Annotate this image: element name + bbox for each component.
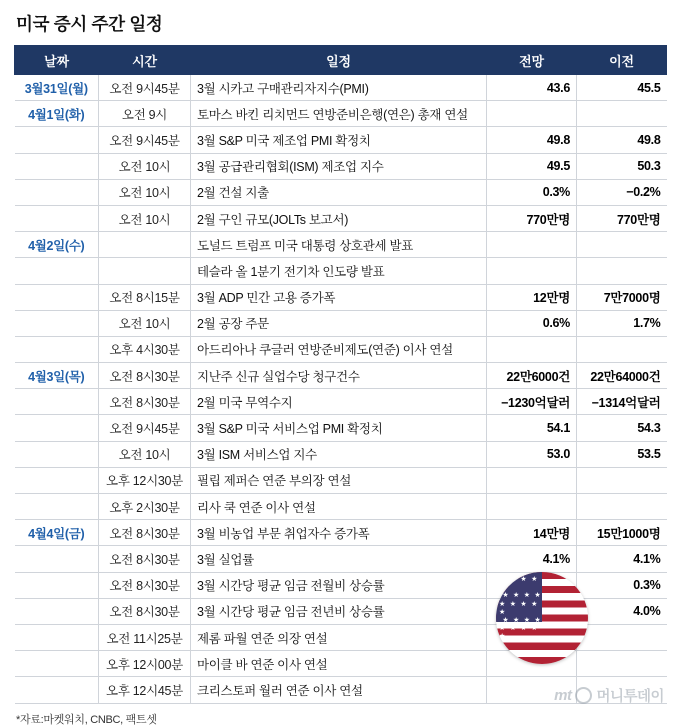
watermark-brand-text: 머니투데이 [596, 689, 664, 705]
cell-date [15, 494, 99, 520]
cell-time: 오전 8시30분 [99, 572, 191, 598]
cell-time: 오전 9시45분 [99, 415, 191, 441]
cell-event: 필립 제퍼슨 연준 부의장 연설 [191, 467, 487, 493]
cell-time: 오전 9시45분 [99, 75, 191, 101]
cell-event: 도널드 트럼프 미국 대통령 상호관세 발표 [191, 232, 487, 258]
cell-date [15, 389, 99, 415]
cell-event: 2월 건설 지출 [191, 179, 487, 205]
table-row [15, 310, 667, 336]
cell-previous: 15만1000명 [577, 520, 667, 546]
table-row [15, 127, 667, 153]
watermark-mt-logo: mt [554, 687, 572, 704]
cell-time: 오전 10시 [99, 205, 191, 231]
table-row [15, 101, 667, 127]
cell-forecast [487, 467, 577, 493]
cell-time [99, 258, 191, 284]
column-header-previous: 이전 [577, 46, 667, 75]
cell-forecast: 53.0 [487, 441, 577, 467]
cell-date [15, 441, 99, 467]
table-row [15, 520, 667, 546]
cell-forecast: 0.3% [487, 179, 577, 205]
source-note: *자료:마켓워치, CNBC, 팩트셋 [16, 713, 157, 726]
cell-event: 3월 실업률 [191, 546, 487, 572]
cell-previous [577, 101, 667, 127]
cell-time: 오후 12시30분 [99, 467, 191, 493]
table-row [15, 389, 667, 415]
cell-date [15, 598, 99, 624]
column-header-event: 일정 [191, 46, 487, 75]
cell-event: 3월 시간당 평균 임금 전월비 상승률 [191, 572, 487, 598]
cell-event: 2월 공장 주문 [191, 310, 487, 336]
cell-forecast [487, 101, 577, 127]
cell-date: 4월4일(금) [15, 520, 99, 546]
table-row [15, 179, 667, 205]
cell-event: 3월 ISM 서비스업 지수 [191, 441, 487, 467]
cell-forecast [487, 232, 577, 258]
cell-event: 3월 ADP 민간 고용 증가폭 [191, 284, 487, 310]
cell-forecast: 49.8 [487, 127, 577, 153]
cell-time: 오전 11시25분 [99, 624, 191, 650]
cell-forecast: 0.6% [487, 310, 577, 336]
cell-forecast [487, 336, 577, 362]
cell-date [15, 651, 99, 677]
table-row [15, 258, 667, 284]
table-row [15, 467, 667, 493]
cell-previous: −0.2% [577, 179, 667, 205]
cell-time: 오후 4시30분 [99, 336, 191, 362]
cell-forecast: −1230억달러 [487, 389, 577, 415]
cell-previous: −1314억달러 [577, 389, 667, 415]
cell-time: 오전 8시30분 [99, 520, 191, 546]
cell-time: 오전 10시 [99, 179, 191, 205]
cell-forecast: 4.1% [487, 546, 577, 572]
cell-date [15, 127, 99, 153]
cell-previous: 54.3 [577, 415, 667, 441]
cell-event: 3월 시간당 평균 임금 전년비 상승률 [191, 598, 487, 624]
table-row [15, 441, 667, 467]
cell-date [15, 677, 99, 703]
cell-previous [577, 651, 667, 677]
cell-time: 오후 12시45분 [99, 677, 191, 703]
table-row [15, 494, 667, 520]
cell-previous [577, 494, 667, 520]
cell-time: 오전 10시 [99, 153, 191, 179]
cell-forecast: 49.5 [487, 153, 577, 179]
cell-event: 3월 시카고 구매관리자지수(PMI) [191, 75, 487, 101]
cell-forecast: 14만명 [487, 520, 577, 546]
cell-event: 3월 S&P 미국 서비스업 PMI 확정치 [191, 415, 487, 441]
cell-date [15, 258, 99, 284]
cell-forecast [487, 494, 577, 520]
cell-event: 3월 비농업 부문 취업자수 증가폭 [191, 520, 487, 546]
table-row [15, 284, 667, 310]
cell-previous: 4.1% [577, 546, 667, 572]
watermark-ring-icon [575, 687, 592, 704]
cell-event: 아드리아나 쿠글러 연방준비제도(연준) 이사 연설 [191, 336, 487, 362]
cell-time [99, 232, 191, 258]
table-row [15, 232, 667, 258]
table-row [15, 336, 667, 362]
cell-time: 오전 8시30분 [99, 363, 191, 389]
table-header [15, 46, 667, 75]
flag-stars: ★ ★ ★ ★ ★ ★ ★ ★ ★ ★ ★ ★ ★ ★ ★ ★ ★ ★ ★ ★ ★ ★ ★ [499, 575, 542, 641]
cell-forecast [487, 258, 577, 284]
cell-date [15, 415, 99, 441]
cell-event: 3월 공급관리협회(ISM) 제조업 지수 [191, 153, 487, 179]
cell-time: 오전 8시30분 [99, 546, 191, 572]
cell-previous: 22만64000건 [577, 363, 667, 389]
cell-date [15, 336, 99, 362]
cell-event: 2월 구인 규모(JOLTs 보고서) [191, 205, 487, 231]
table-row [15, 546, 667, 572]
column-header-forecast: 전망 [487, 46, 577, 75]
cell-forecast: 22만6000건 [487, 363, 577, 389]
column-header-time: 시간 [99, 46, 191, 75]
cell-date [15, 546, 99, 572]
cell-event: 마이클 바 연준 이사 연설 [191, 651, 487, 677]
cell-time: 오전 8시30분 [99, 598, 191, 624]
cell-previous: 53.5 [577, 441, 667, 467]
cell-date [15, 153, 99, 179]
cell-previous: 770만명 [577, 205, 667, 231]
cell-event: 크리스토퍼 월러 연준 이사 연설 [191, 677, 487, 703]
cell-date [15, 205, 99, 231]
table-row [15, 153, 667, 179]
cell-date: 4월3일(목) [15, 363, 99, 389]
cell-time: 오전 10시 [99, 441, 191, 467]
cell-previous: 7만7000명 [577, 284, 667, 310]
cell-date [15, 624, 99, 650]
cell-forecast: 12만명 [487, 284, 577, 310]
cell-event: 토마스 바킨 리치먼드 연방준비은행(연은) 총재 연설 [191, 101, 487, 127]
table-row [15, 363, 667, 389]
cell-date [15, 310, 99, 336]
cell-time: 오후 12시00분 [99, 651, 191, 677]
table-row [15, 415, 667, 441]
cell-time: 오전 10시 [99, 310, 191, 336]
column-header-date: 날짜 [15, 46, 99, 75]
cell-event: 테슬라 올 1분기 전기차 인도량 발표 [191, 258, 487, 284]
cell-forecast: 770만명 [487, 205, 577, 231]
cell-date [15, 284, 99, 310]
usa-flag-icon [496, 572, 588, 664]
cell-event: 2월 미국 무역수지 [191, 389, 487, 415]
watermark [554, 685, 664, 706]
cell-time: 오전 8시30분 [99, 389, 191, 415]
cell-event: 3월 S&P 미국 제조업 PMI 확정치 [191, 127, 487, 153]
cell-previous [577, 467, 667, 493]
cell-previous [577, 232, 667, 258]
cell-previous: 49.8 [577, 127, 667, 153]
cell-previous: 45.5 [577, 75, 667, 101]
cell-forecast: 43.6 [487, 75, 577, 101]
cell-event: 지난주 신규 실업수당 청구건수 [191, 363, 487, 389]
cell-previous [577, 624, 667, 650]
cell-previous: 1.7% [577, 310, 667, 336]
cell-date [15, 572, 99, 598]
cell-previous [577, 258, 667, 284]
cell-date [15, 467, 99, 493]
table-header-row [15, 46, 667, 75]
cell-previous: 0.3% [577, 572, 667, 598]
cell-event: 제롬 파월 연준 의장 연설 [191, 624, 487, 650]
cell-previous: 50.3 [577, 153, 667, 179]
cell-date [15, 179, 99, 205]
cell-forecast: 54.1 [487, 415, 577, 441]
page-title: 미국 증시 주간 일정 [16, 14, 163, 34]
cell-time: 오전 9시 [99, 101, 191, 127]
table-row [15, 75, 667, 101]
cell-date: 4월2일(수) [15, 232, 99, 258]
cell-event: 리사 쿡 연준 이사 연설 [191, 494, 487, 520]
cell-date: 4월1일(화) [15, 101, 99, 127]
table-row [15, 205, 667, 231]
cell-date: 3월31일(월) [15, 75, 99, 101]
cell-time: 오전 9시45분 [99, 127, 191, 153]
cell-previous [577, 336, 667, 362]
cell-previous: 4.0% [577, 598, 667, 624]
cell-time: 오후 2시30분 [99, 494, 191, 520]
cell-time: 오전 8시15분 [99, 284, 191, 310]
